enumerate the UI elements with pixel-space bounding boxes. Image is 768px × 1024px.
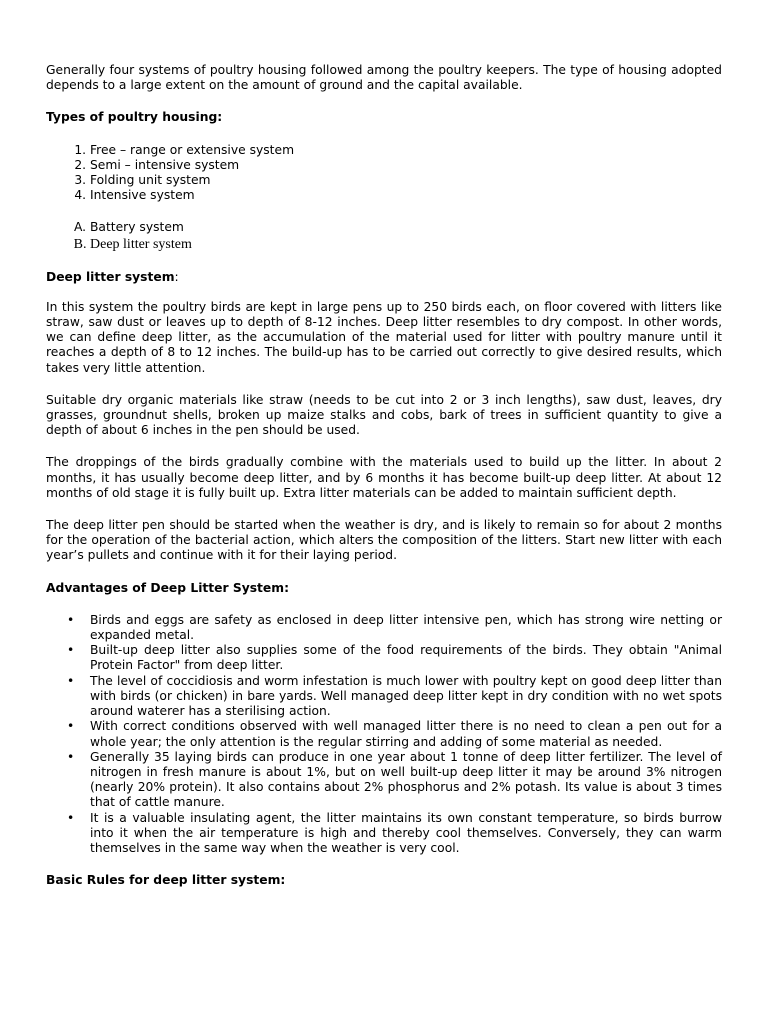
bullet-icon: • xyxy=(67,612,75,627)
list-item: 2. Semi – intensive system xyxy=(90,158,722,173)
list-item-text: Built-up deep litter also supplies some of the food requirements of the birds. They obtain "Animal Protein Factor" from deep litter. xyxy=(90,643,722,673)
list-item: 4. Intensive system xyxy=(90,188,722,203)
document-page xyxy=(46,63,722,888)
list-item: 3. Folding unit system xyxy=(90,173,722,188)
list-item xyxy=(67,643,722,673)
deep-litter-paragraph: The droppings of the birds gradually combine with the materials used to build up the litter. In about 2 months, it has usually become deep litter, and by 6 months it has become built-up deep litter. At about 12 months of old stage it is fully built up. Extra litter materials can be added to maintain sufficient depth. xyxy=(46,455,722,500)
deep-litter-heading-text: Deep litter system xyxy=(46,269,175,284)
list-item-text: It is a valuable insulating agent, the litter maintains its own constant temperature, so birds burrow into it when the air temperature is high and thereby cool themselves. Conversely, they can warm themselves in the same way when the weather is very cool. xyxy=(90,810,722,855)
intro-paragraph: Generally four systems of poultry housing followed among the poultry keepers. The type of housing adopted depends to a large extent on the amount of ground and the capital available. xyxy=(46,63,722,93)
deep-litter-heading-colon: : xyxy=(174,269,179,284)
deep-litter-paragraph: Suitable dry organic materials like straw (needs to be cut into 2 or 3 inch lengths), saw dust, leaves, dry grasses, groundnut shells, broken up maize stalks and cobs, bark of trees in sufficient quantity to give a depth of about 6 inches in the pen should be used. xyxy=(46,392,722,438)
list-item xyxy=(67,749,722,811)
deep-litter-heading xyxy=(46,270,722,285)
list-item: A. Battery system xyxy=(90,220,722,235)
basic-rules-heading: Basic Rules for deep litter system: xyxy=(46,873,286,888)
list-item-text: Generally 35 laying birds can produce in one year about 1 tonne of deep litter fertilizer. The level of nitrogen in fresh manure is about 1%, but on well built-up deep litter it may be around 3% nitrogen (nearly 20% protein). It also contains about 2% phosphorus and 2% potash. Its value is about 3 times that of cattle manure. xyxy=(90,749,722,810)
bullet-icon: • xyxy=(67,673,75,688)
list-item: B. Deep litter system xyxy=(90,236,722,253)
advantages-heading: Advantages of Deep Litter System: xyxy=(46,580,289,595)
housing-types-list xyxy=(46,143,722,204)
list-item-text: Birds and eggs are safety as enclosed in deep litter intensive pen, which has strong wire netting or expanded metal. xyxy=(90,612,722,643)
intensive-subtypes-list xyxy=(46,220,722,252)
advantages-list xyxy=(46,613,722,856)
list-item xyxy=(67,612,722,643)
bullet-icon: • xyxy=(67,719,75,734)
types-heading: Types of poultry housing: xyxy=(46,110,223,125)
list-item xyxy=(67,673,722,720)
bullet-icon: • xyxy=(67,643,75,658)
list-item: 1. Free – range or extensive system xyxy=(90,143,722,158)
list-item xyxy=(67,719,722,749)
deep-litter-paragraph: In this system the poultry birds are kept in large pens up to 250 birds each, on floor covered with litters like straw, saw dust or leaves up to depth of 8-12 inches. Deep litter resembles to dry compost. In other words, we can define deep litter, as the accumulation of the material used for litter with poultry manure until it reaches a depth of 8 to 12 inches. The build-up has to be carried out correctly to give desired results, which takes very little attention. xyxy=(46,299,722,375)
list-item-text: The level of coccidiosis and worm infestation is much lower with poultry kept on good deep litter than with birds (or chicken) in bare yards. Well managed deep litter kept in dry condition with no wet spots around waterer has a sterilising action. xyxy=(90,673,722,719)
bullet-icon: • xyxy=(67,749,75,764)
deep-litter-paragraph: The deep litter pen should be started when the weather is dry, and is likely to remain so for about 2 months for the operation of the bacterial action, which alters the composition of the litters. Start new litter with each year’s pullets and continue with it for their laying period. xyxy=(46,518,722,563)
list-item xyxy=(67,810,722,857)
list-item-text: With correct conditions observed with well managed litter there is no need to clean a pen out for a whole year; the only attention is the regular stirring and adding of some material as needed. xyxy=(90,719,722,749)
bullet-icon: • xyxy=(67,810,75,825)
